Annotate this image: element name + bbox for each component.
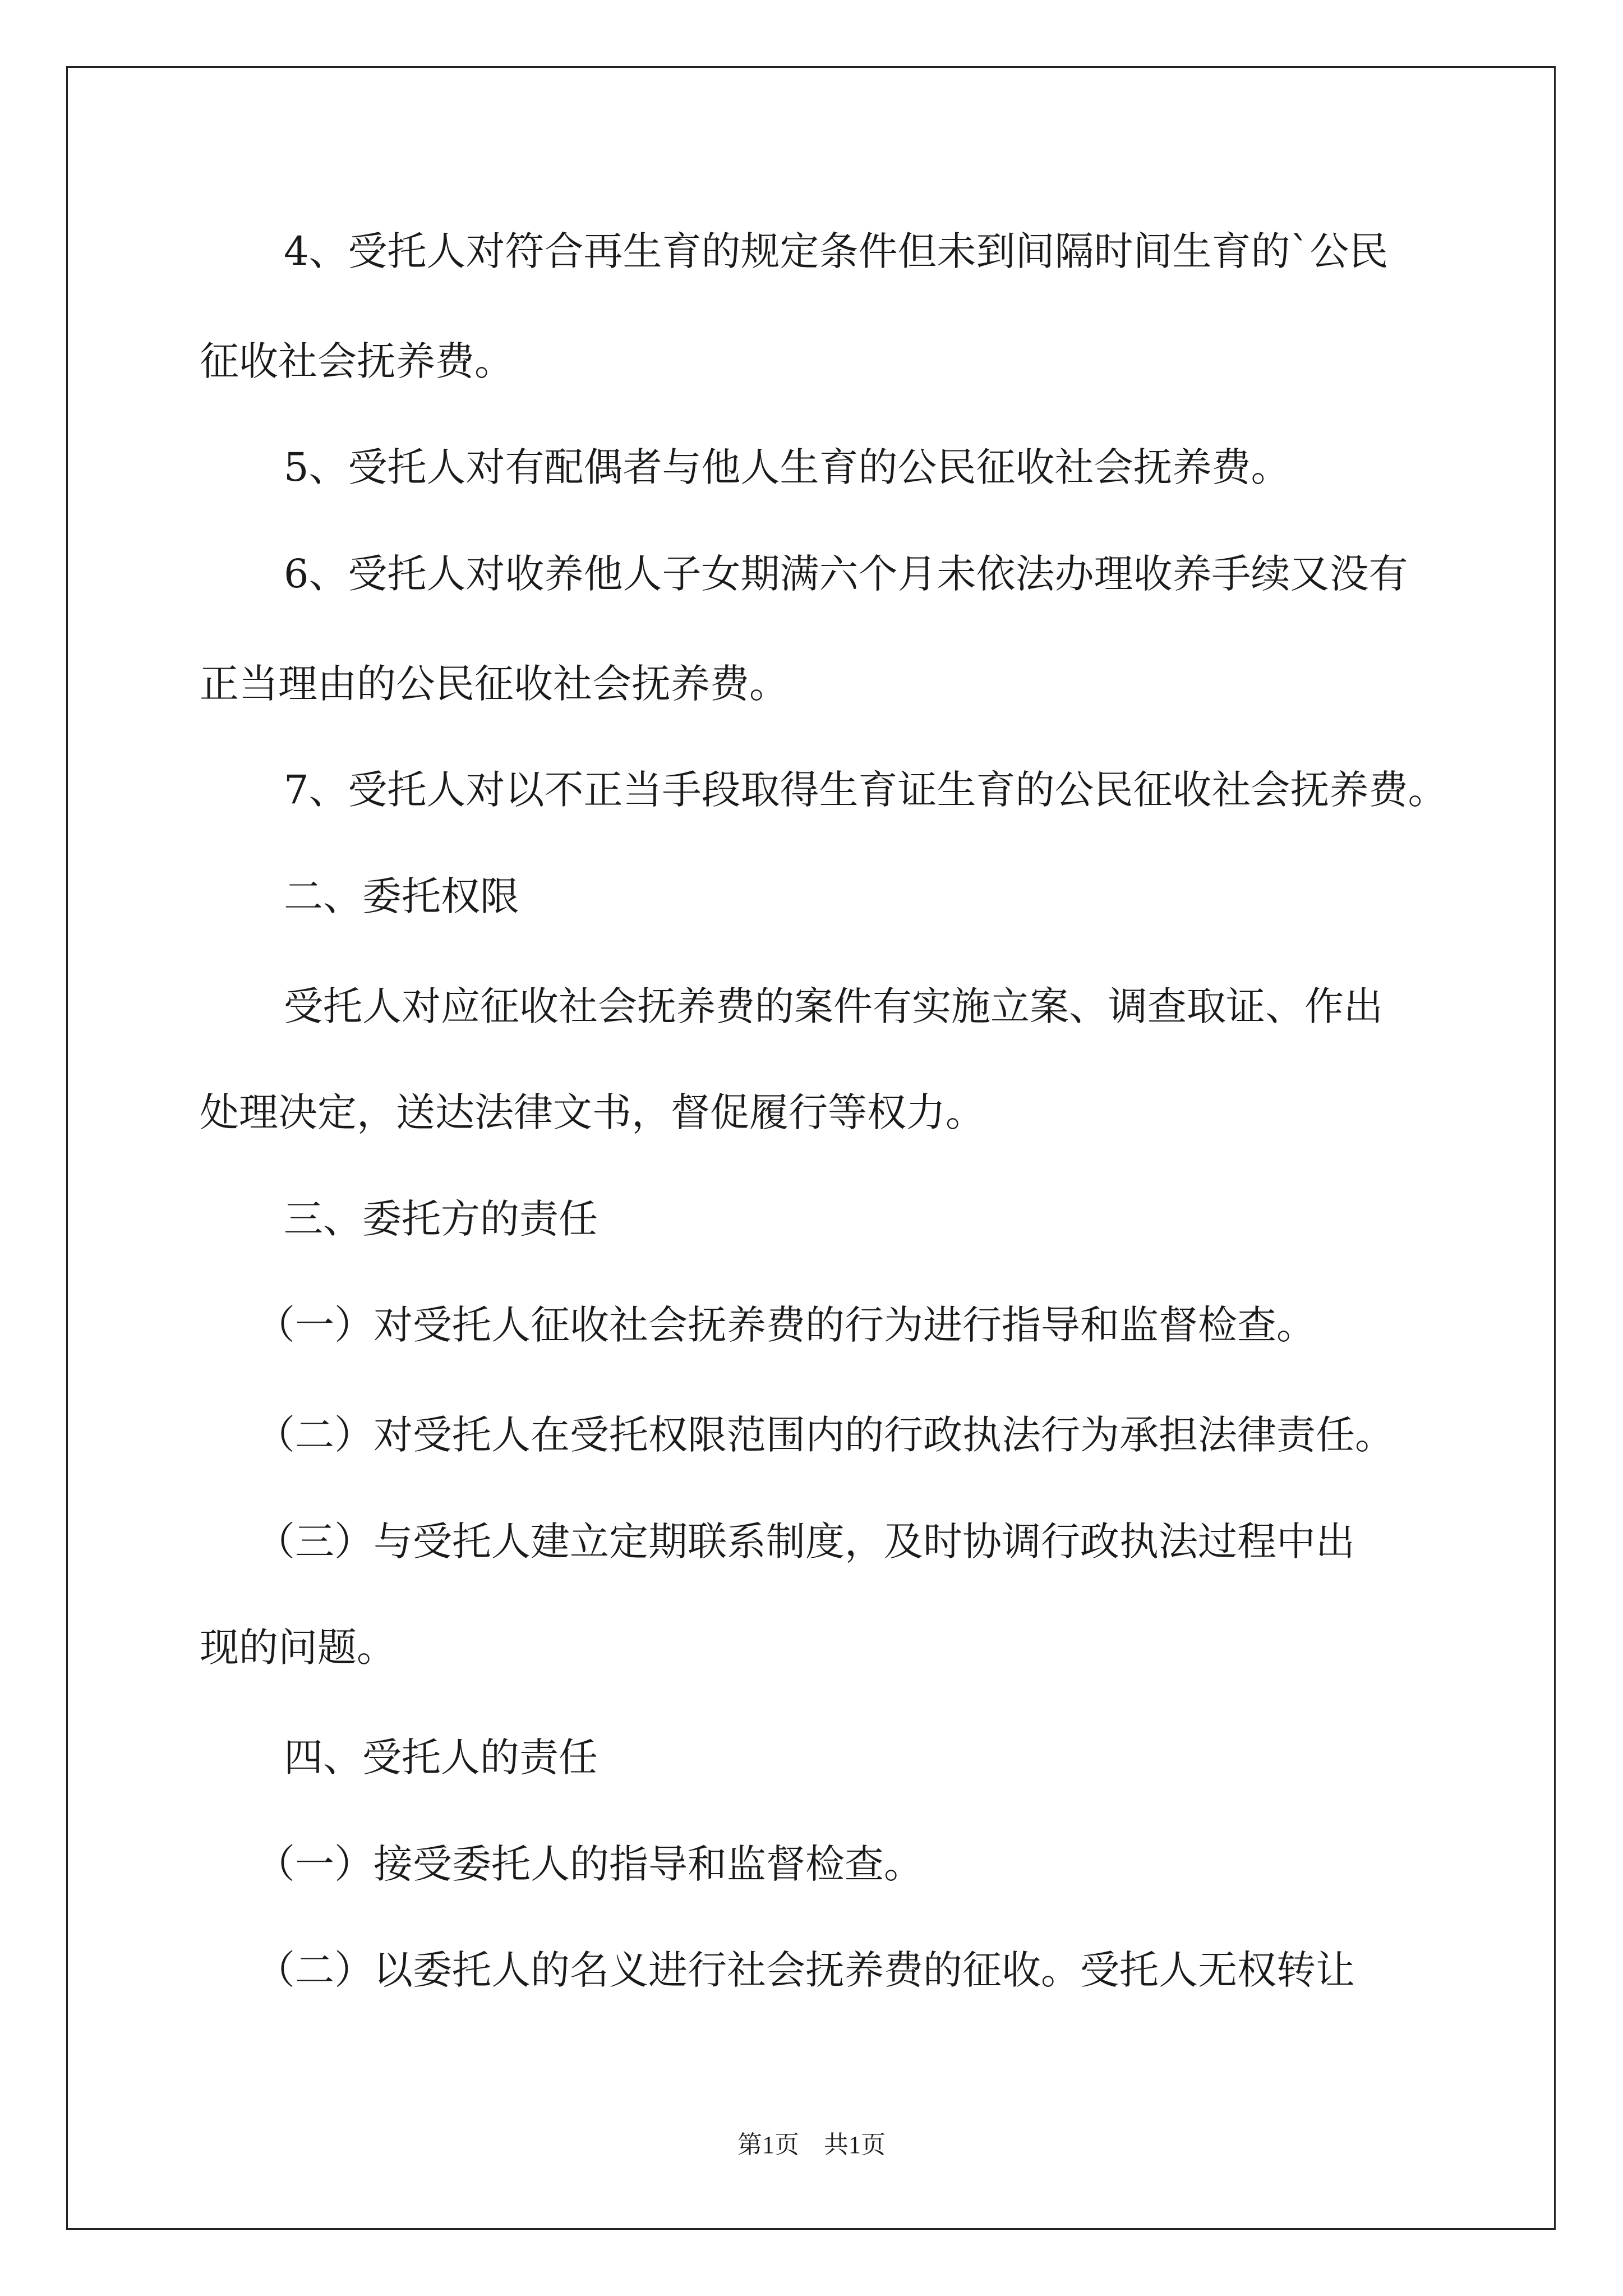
paragraph-line: 6、受托人对收养他人子女期满六个月未依法办理收养手续又没有 <box>284 551 1408 597</box>
paragraph-line: 4、受托人对符合再生育的规定条件但未到间隔时间生育的`公民 <box>284 228 1389 274</box>
section-heading: 四、受托人的责任 <box>284 1734 598 1780</box>
paragraph-line: 正当理由的公民征收社会抚养费。 <box>200 661 789 707</box>
paragraph-line: （一）接受委托人的指导和监督检查。 <box>256 1841 923 1887</box>
paragraph-line: 受托人对应征收社会抚养费的案件有实施立案、调查取证、作出 <box>284 983 1383 1029</box>
paragraph-line: （三）与受托人建立定期联系制度，及时协调行政执法过程中出 <box>256 1519 1355 1565</box>
paragraph-line: （二）对受托人在受托权限范围内的行政执法行为承担法律责任。 <box>256 1412 1394 1458</box>
paragraph-line: （一）对受托人征收社会抚养费的行为进行指导和监督检查。 <box>256 1302 1316 1348</box>
section-heading: 三、委托方的责任 <box>284 1196 598 1242</box>
paragraph-line: 征收社会抚养费。 <box>200 338 514 384</box>
paragraph-line: 处理决定，送达法律文书，督促履行等权力。 <box>200 1089 985 1135</box>
paragraph-line: （二）以委托人的名义进行社会抚养费的征收。受托人无权转让 <box>256 1947 1355 1993</box>
page-number-footer: 第1页 共1页 <box>737 2131 886 2159</box>
page-border <box>66 66 1556 2230</box>
paragraph-line: 7、受托人对以不正当手段取得生育证生育的公民征收社会抚养费。 <box>284 767 1447 813</box>
section-heading: 二、委托权限 <box>284 873 519 919</box>
paragraph-line: 5、受托人对有配偶者与他人生育的公民征收社会抚养费。 <box>284 444 1290 490</box>
paragraph-line: 现的问题。 <box>200 1625 396 1671</box>
